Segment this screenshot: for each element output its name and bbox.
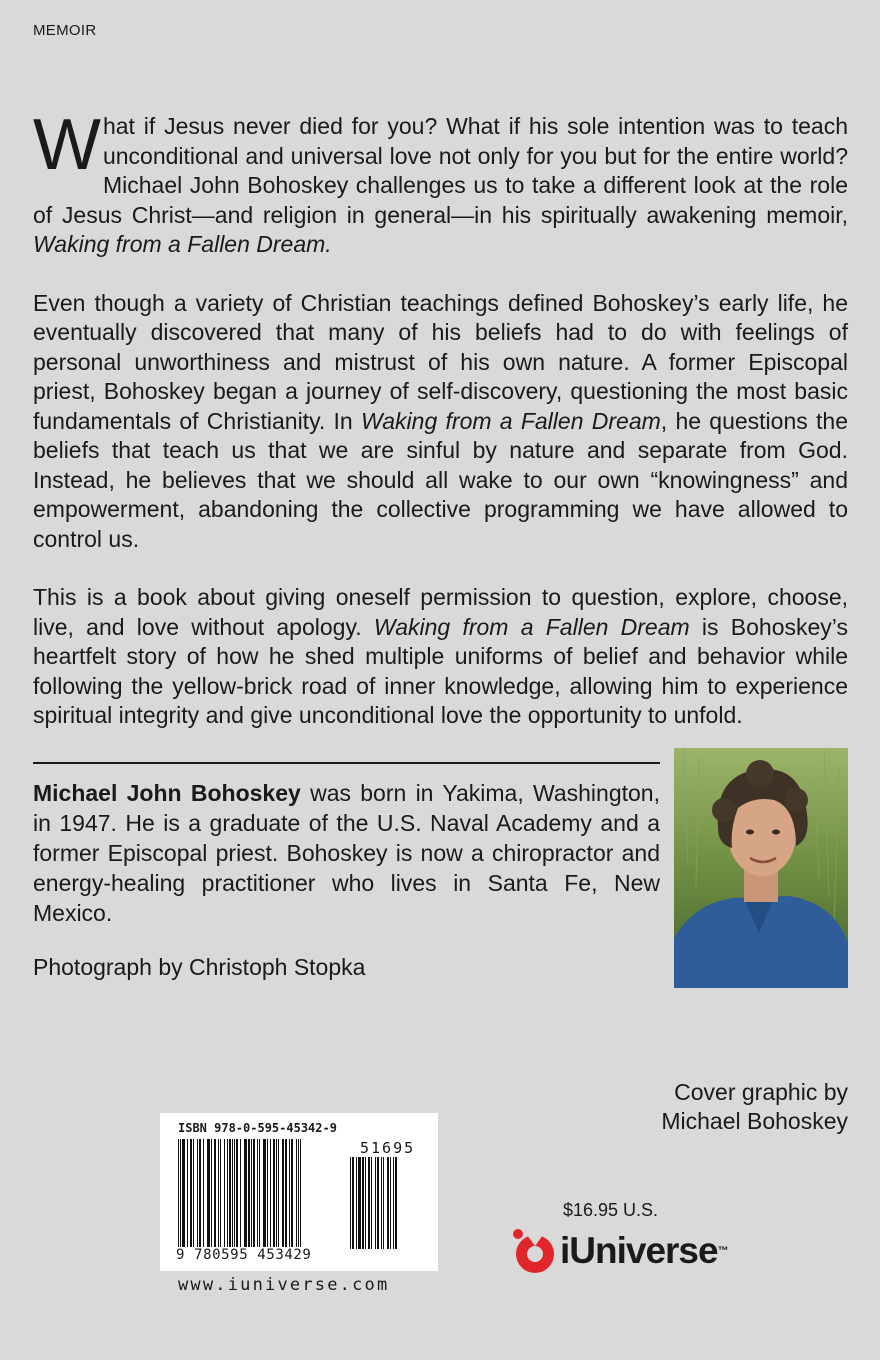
blurb-p2-text-a: Even though a variety of Christian teachings defined Bohoskey’s early life, he eventually discovered that many of his beliefs had to do with feelings of personal unworthiness and mistrust of his own nature. A former Episcopal priest, Bohoskey began a journey of self-discovery, questioning the most basic fundamentals of Christianity. In: [33, 289, 848, 434]
barcode-bar: [207, 1139, 210, 1247]
barcode-bar: [197, 1139, 198, 1247]
barcode-bar: [267, 1139, 268, 1247]
barcode-bars-addon: [350, 1157, 430, 1252]
barcode-bar: [285, 1139, 287, 1247]
barcode-bar: [358, 1157, 361, 1249]
iuniverse-logo-icon: [512, 1228, 556, 1274]
book-blurb: [33, 105, 849, 760]
trademark-symbol: ™: [717, 1245, 729, 1257]
barcode-bar: [190, 1139, 192, 1247]
author-portrait-illustration: [674, 748, 848, 988]
barcode-bar: [352, 1157, 354, 1249]
barcode-bar: [289, 1139, 290, 1247]
barcode-bar: [291, 1139, 293, 1247]
author-name: Michael John Bohoskey: [33, 780, 301, 806]
barcode-bar: [365, 1157, 366, 1249]
barcode-bar: [220, 1139, 221, 1247]
barcode-bar: [211, 1139, 212, 1247]
barcode-bar: [300, 1139, 301, 1247]
blurb-paragraph-3: [33, 583, 848, 731]
blurb-p3-title: Waking from a Fallen Dream: [373, 613, 690, 640]
barcode-bar: [214, 1139, 216, 1247]
barcode-bar: [375, 1157, 376, 1249]
barcode-bar: [234, 1139, 235, 1247]
book-price: $16.95 U.S.: [563, 1200, 659, 1220]
barcode-bar: [182, 1139, 185, 1247]
barcode-bar: [383, 1157, 384, 1249]
barcode-bar: [178, 1139, 179, 1247]
barcode-bar: [236, 1139, 238, 1247]
publisher-logo: [512, 1226, 729, 1276]
barcode-bar: [368, 1157, 370, 1249]
barcode-bar: [187, 1139, 188, 1247]
barcode-bar: [257, 1139, 258, 1247]
barcode-bar: [381, 1157, 382, 1249]
genre-label: MEMOIR: [33, 22, 97, 39]
blurb-p3-text-b: is Bohoskey’s heartfelt story of how he shed multiple uniforms of belief and behavior while following the yellow-brick road of inner knowledge, allowing him to experience spiritual integrity and give unconditional love the opportunity to unfold.: [33, 613, 849, 728]
cover-graphic-credit: [661, 1078, 848, 1136]
barcode-bar: [296, 1139, 297, 1247]
isbn-barcode: [160, 1113, 438, 1271]
barcode-bar: [244, 1139, 247, 1247]
barcode-bar: [276, 1139, 277, 1247]
barcode-bar: [224, 1139, 225, 1247]
barcode-bar: [273, 1139, 275, 1247]
author-bio: [33, 778, 660, 928]
barcode-bar: [199, 1139, 201, 1247]
barcode-bar: [270, 1139, 271, 1247]
barcode-bar: [232, 1139, 233, 1247]
barcode-bar: [390, 1157, 391, 1249]
barcode-bar: [298, 1139, 299, 1247]
blurb-p2-title: Waking from a Fallen Dream: [360, 407, 661, 434]
blurb-paragraph-1: [33, 105, 848, 260]
isbn-number: ISBN 978-0-595-45342-9: [178, 1121, 337, 1135]
publisher-website: www.iuniverse.com: [178, 1275, 390, 1295]
blurb-p3-text-a: This is a book about giving oneself permission to question, explore, choose, live, and love without apology.: [33, 584, 848, 640]
barcode-bar: [227, 1139, 228, 1247]
author-photo: [674, 748, 848, 988]
barcode-bar: [229, 1139, 231, 1247]
divider-rule: [33, 762, 660, 764]
barcode-bar: [371, 1157, 372, 1249]
barcode-bar: [356, 1157, 357, 1249]
photo-credit: Photograph by Christoph Stopka: [33, 954, 366, 980]
barcode-bar: [377, 1157, 379, 1249]
barcode-bar: [253, 1139, 255, 1247]
barcode-bar: [362, 1157, 364, 1249]
drop-cap: W: [33, 105, 101, 185]
blurb-p1-title: Waking from a Fallen Dream.: [33, 231, 332, 257]
barcode-bar: [395, 1157, 397, 1249]
author-bio-text: was born in Yakima, Washington, in 1947. He is a graduate of the U.S. Naval Academy and a former Episcopal priest. Bohoskey is now a chiropractor and energy-healing practitioner who lives in Santa Fe, New Mexico.: [33, 780, 660, 926]
blurb-p1-text: hat if Jesus never died for you? What if his sole intention was to teach unconditional and universal love not only for you but for the entire world? Michael John Bohoskey challenges us to take a different look at the role of Jesus Christ—and religion in general—in his spiritually awakening memoir,: [33, 113, 848, 228]
barcode-bar: [251, 1139, 252, 1247]
barcode-bar: [259, 1139, 260, 1247]
cover-credit-line-2: Michael Bohoskey: [661, 1108, 848, 1134]
barcode-bar: [387, 1157, 389, 1249]
barcode-bars-main: [178, 1139, 338, 1249]
barcode-bar: [393, 1157, 394, 1249]
blurb-paragraph-2: [33, 289, 848, 555]
barcode-bar: [278, 1139, 279, 1247]
barcode-bar: [248, 1139, 250, 1247]
barcode-bar: [282, 1139, 284, 1247]
barcode-bar: [203, 1139, 204, 1247]
barcode-bar: [218, 1139, 219, 1247]
cover-credit-line-1: Cover graphic by: [674, 1079, 848, 1105]
barcode-price-code: 51695: [360, 1139, 416, 1157]
barcode-digits: 9 780595 453429: [176, 1247, 312, 1263]
barcode-bar: [240, 1139, 241, 1247]
barcode-bar: [193, 1139, 194, 1247]
barcode-bar: [263, 1139, 266, 1247]
publisher-name: iUniverse: [560, 1230, 718, 1271]
barcode-bar: [350, 1157, 351, 1249]
blurb-p2-text-b: , he questions the beliefs that teach us that we are sinful by nature and separate from God. Instead, he believes that we should all wake to our own “knowingness” and empowerment, abandoning the collective programming we have allowed to control us.: [33, 407, 848, 552]
barcode-bar: [180, 1139, 181, 1247]
